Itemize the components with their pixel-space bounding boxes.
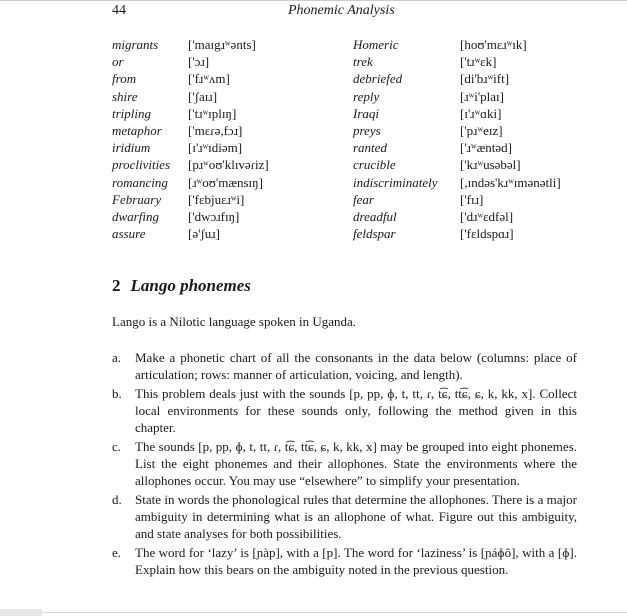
question-list (112, 349, 577, 580)
word-row (353, 122, 561, 139)
english-word: shire (112, 88, 138, 104)
english-word: trek (353, 54, 373, 70)
english-word: assure (112, 226, 146, 242)
question-item (112, 385, 577, 436)
phonetic-transcription: [hoʊ'mɛɹʷɪk] (460, 37, 527, 52)
phonetic-transcription: ['ʃaɪɹ] (188, 88, 218, 104)
phonetic-transcription: ['fɹʷʌm] (188, 71, 230, 87)
phonetic-transcription: ['fɛldspɑɹ] (460, 226, 514, 242)
phonetic-transcription: [di'bɹʷift] (460, 71, 510, 87)
section-heading (112, 276, 251, 296)
word-row (353, 191, 561, 208)
question-item (112, 491, 577, 542)
word-row (353, 156, 561, 173)
english-word: dwarfing (112, 208, 159, 224)
phonetic-transcription: ['ɹʷæntəd] (460, 140, 512, 156)
word-row (353, 88, 561, 105)
english-word: metaphor (112, 122, 162, 138)
phonetic-transcription: [ɪ'ɹʷɑki] (460, 105, 502, 121)
word-row (112, 156, 269, 173)
word-row (112, 53, 269, 70)
bottom-edge-line (42, 612, 627, 613)
word-row (112, 174, 269, 191)
top-rule (0, 0, 627, 1)
phonetic-transcription: ['mɛɾə,fɔɹ] (188, 122, 243, 138)
word-row (112, 105, 269, 122)
word-row (353, 70, 561, 87)
question-item (112, 438, 577, 489)
page-number: 44 (112, 3, 126, 18)
phonetic-transcription: [ə'ʃuɹ] (188, 226, 220, 242)
english-word: tripling (112, 105, 152, 121)
english-word: Homeric (353, 37, 399, 52)
phonetic-transcription: [ɹʷi'plaɪ] (460, 88, 505, 104)
english-word: fear (353, 191, 374, 207)
question-label: a. (112, 350, 122, 365)
word-row (112, 225, 269, 242)
phonetic-transcription: ['ɔɹ] (188, 54, 210, 70)
question-label: d. (112, 492, 122, 507)
english-word: iridium (112, 140, 151, 156)
phonetic-transcription: [pɹʷoʊ'klɪvəɾiz] (188, 157, 269, 173)
word-row (353, 36, 561, 53)
phonetic-transcription: ['pɹʷeɪz] (460, 122, 503, 138)
phonetic-transcription: ['maɪgɹʷənts] (188, 37, 256, 52)
phonetic-transcription: ['fɛbjuɛɹʷi] (188, 191, 245, 207)
word-row (112, 70, 269, 87)
question-label: e. (112, 545, 122, 560)
word-row (112, 208, 269, 225)
running-title: Phonemic Analysis (288, 3, 395, 18)
english-word: feldspar (353, 226, 396, 242)
question-text: State in words the phonological rules that determine the allophones. There is a major ambiguity in determining what is an allophone of what. Figure out this ambiguity, and state analyses for both possibilities. (135, 492, 577, 541)
english-word: from (112, 71, 137, 87)
english-word: dreadful (353, 208, 397, 224)
phonetic-transcription: ['tɹʷɛk] (460, 54, 497, 70)
english-word: or (112, 54, 124, 70)
phonetic-transcription: ['dɹʷɛdfəl] (460, 208, 514, 224)
english-word: preys (353, 122, 381, 138)
word-row (112, 88, 269, 105)
english-word: crucible (353, 157, 396, 173)
section-title: Lango phonemes (130, 276, 251, 295)
phonetic-transcription: ['tɹʷɪplɪŋ] (188, 105, 237, 121)
word-table-right (353, 36, 561, 242)
question-text: This problem deals just with the sounds [p, pp, ɸ, t, tt, ɾ, t͡ɕ, tt͡ɕ, ɕ, k, kk, x]. Collect local environments for these sounds only, following the method given in this chapter. (135, 386, 577, 435)
word-row (353, 208, 561, 225)
phonetic-transcription: [,ɪndəs'kɹʷɪmənətli] (460, 174, 561, 190)
word-table-left (112, 36, 269, 242)
question-text: The sounds [p, pp, ɸ, t, tt, ɾ, t͡ɕ, tt͡ɕ, ɕ, k, kk, x] may be grouped into eight phonemes. List the eight phonemes and their allophones. State the environments where the allophones occur. You may use “elsewhere” to simplify your presentation. (135, 439, 577, 488)
phonetic-transcription: ['dwɔɹfɪŋ] (188, 208, 240, 224)
english-word: migrants (112, 37, 159, 52)
question-item (112, 349, 577, 383)
phonetic-transcription: ['kɹʷusəbəl] (460, 157, 521, 173)
word-row (112, 139, 269, 156)
word-row (112, 36, 269, 53)
english-word: proclivities (112, 157, 171, 173)
question-label: c. (112, 439, 122, 454)
word-row (353, 225, 561, 242)
word-row (353, 174, 561, 191)
bottom-scroll-strip (0, 609, 42, 616)
intro-paragraph: Lango is a Nilotic language spoken in Uganda. (112, 314, 357, 329)
phonetic-transcription: ['fɪɹ] (460, 191, 484, 207)
question-label: b. (112, 386, 122, 401)
word-row (112, 191, 269, 208)
question-text: The word for ‘lazy’ is [ɲàp], with a [p]. The word for ‘laziness’ is [ɲáɸô], with a [ɸ]. Explain how this bears on the ambiguity noted in the previous question. (135, 545, 577, 577)
question-text: Make a phonetic chart of all the consonants in the data below (columns: place of articulation; rows: manner of articulation, voicing, and length). (135, 350, 577, 382)
english-word: reply (353, 88, 380, 104)
question-item (112, 544, 577, 578)
word-row (112, 122, 269, 139)
word-row (353, 139, 561, 156)
word-row (353, 105, 561, 122)
english-word: indiscriminately (353, 174, 438, 190)
english-word: ranted (353, 140, 387, 156)
english-word: debriefed (353, 71, 403, 87)
section-number: 2 (112, 276, 121, 295)
english-word: Iraqi (353, 105, 379, 121)
english-word: romancing (112, 174, 168, 190)
phonetic-transcription: [ɪ'ɹʷɪdiəm] (188, 140, 243, 156)
english-word: February (112, 191, 162, 207)
word-row (353, 53, 561, 70)
phonetic-transcription: [ɹʷoʊ'mænsɪŋ] (188, 174, 263, 190)
